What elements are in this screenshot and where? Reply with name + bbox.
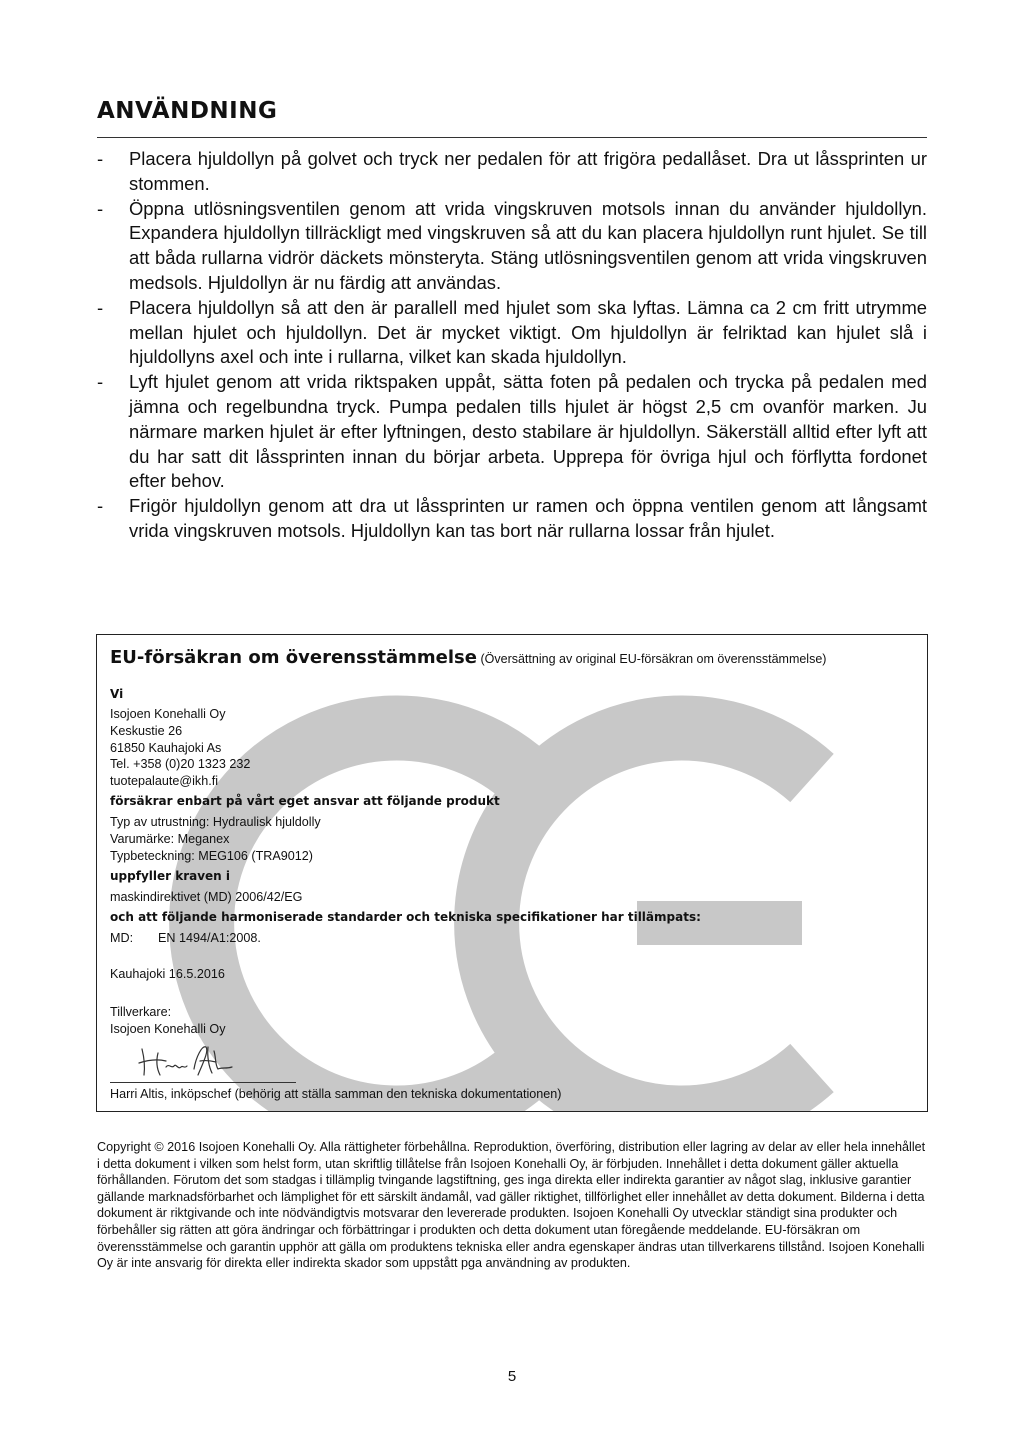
standard-code: MD: xyxy=(110,931,134,945)
usage-step: - Frigör hjuldollyn genom att dra ut låssprinten ur ramen och öppna ventilen genom att långsamt vrida vingskruven motsols. Hjuldollyn kan tas bort när rullarna lossar från hjulet. xyxy=(97,494,927,544)
type-designation: Typbeteckning: MEG106 (TRA9012) xyxy=(110,849,314,863)
fulfills-requirements: uppfyller kraven i xyxy=(110,869,231,883)
usage-instructions-list xyxy=(97,147,927,544)
manufacturer-label: Tillverkare: xyxy=(110,1005,172,1019)
company-email: tuotepalaute@ikh.fi xyxy=(110,774,219,788)
declaration-heading xyxy=(110,647,826,668)
brand: Varumärke: Meganex xyxy=(110,832,230,846)
standard-value: EN 1494/A1:2008. xyxy=(158,931,261,945)
signature-line xyxy=(110,1082,296,1083)
signatory-name: Harri Altis, inköpschef (behörig att ställa samman den tekniska dokumentationen) xyxy=(110,1087,562,1101)
usage-step: - Placera hjuldollyn på golvet och tryck ner pedalen för att frigöra pedallåset. Dra ut låssprinten ur stommen. xyxy=(97,147,927,197)
standards-statement: och att följande harmoniserade standarder och tekniska specifikationer har tillämpats: xyxy=(110,910,701,924)
declaration-subtitle: (Översättning av original EU-försäkran om överensstämmelse) xyxy=(480,652,827,666)
usage-step: - Öppna utlösningsventilen genom att vrida vingskruven motsols innan du använder hjuldollyn. Expandera hjuldollyn tillräckligt med vingskruven så att du kan placera hjuldollyn runt hjulet. Se till att båda rullarna vidrör däckets mönsteryta. Stäng utlösningsventilen genom att vrida vingskruven medsols. Hjuldollyn är nu färdig att användas. xyxy=(97,197,927,296)
declare-statement: försäkrar enbart på vårt eget ansvar att följande produkt xyxy=(110,794,500,808)
equipment-type: Typ av utrustning: Hydraulisk hjuldolly xyxy=(110,815,321,829)
usage-step: - Placera hjuldollyn så att den är parallell med hjulet som ska lyftas. Lämna ca 2 cm fritt utrymme mellan hjulet och hjuldollyn. Det är mycket viktigt. Om hjuldollyn är felriktad kan hjulet slå i hjuldollyns axel och inte i rullarna, vilket kan skada hjuldollyn. xyxy=(97,296,927,370)
page-title: ANVÄNDNING xyxy=(97,98,278,124)
usage-step: - Lyft hjulet genom att vrida riktspaken uppåt, sätta foten på pedalen och trycka på pedalen med jämna och regelbundna tryck. Pumpa pedalen tills hjulet är högst 2,5 cm ovanför marken. Ju närmare marken hjulet är efter lyftningen, desto stabilare är hjuldollyn. Säkerställ alltid efter lyft att du har satt dit låssprinten innan du börjar arbeta. Upprepa för övriga hjul och förflytta fordonet efter behov. xyxy=(97,370,927,494)
declaration-title: EU-försäkran om överensstämmelse xyxy=(110,647,477,668)
company-street: Keskustie 26 xyxy=(110,724,183,738)
company-name: Isojoen Konehalli Oy xyxy=(110,707,226,721)
copyright-notice: Copyright © 2016 Isojoen Konehalli Oy. Alla rättigheter förbehållna. Reproduktion, överföring, distribution eller lagring av delar av eller hela innehållet i detta dokument i vilken som helst form, utan skriftlig tillåtelse från Isojoen Konehalli Oy, är förbjuden. Innehållet i detta dokument gäller aktuella förhållanden. Förutom det som stadgas i tillämplig tvingande lagstiftning, ges inga direkta eller indirekta garantier av något slag, inklusive garantier gällande marknadsförbarhet och lämplighet för ett särskilt ändamål, vad gäller riktighet, tillförlighet eller innehållet av detta dokument. Bilderna i detta dokument är riktgivande och inte nödvändigtvis motsvarar den levererade produkten. Isojoen Konehalli Oy utvecklar ständigt sina produkter och förbehåller sig rätten att göra ändringar och förbättringar i produkten och detta dokument utan föregående meddelande. EU-försäkran om överensstämmelse och garantin upphör att gälla om produktens tekniska eller andra egenskaper ändras utan tillverkarens tillstånd. Isojoen Konehalli Oy är inte ansvarig för direkta eller indirekta skador som uppstått pga användning av produkten. xyxy=(97,1140,926,1271)
declaration-we: Vi xyxy=(110,687,124,701)
page-number: 5 xyxy=(507,1368,517,1385)
manufacturer-name: Isojoen Konehalli Oy xyxy=(110,1022,226,1036)
place-date: Kauhajoki 16.5.2016 xyxy=(110,967,225,981)
title-divider xyxy=(97,137,927,138)
company-city: 61850 Kauhajoki As xyxy=(110,741,222,755)
eu-declaration-box xyxy=(96,634,928,1112)
handwritten-signature xyxy=(136,1039,236,1079)
company-phone: Tel. +358 (0)20 1323 232 xyxy=(110,757,251,771)
directive: maskindirektivet (MD) 2006/42/EG xyxy=(110,890,303,904)
